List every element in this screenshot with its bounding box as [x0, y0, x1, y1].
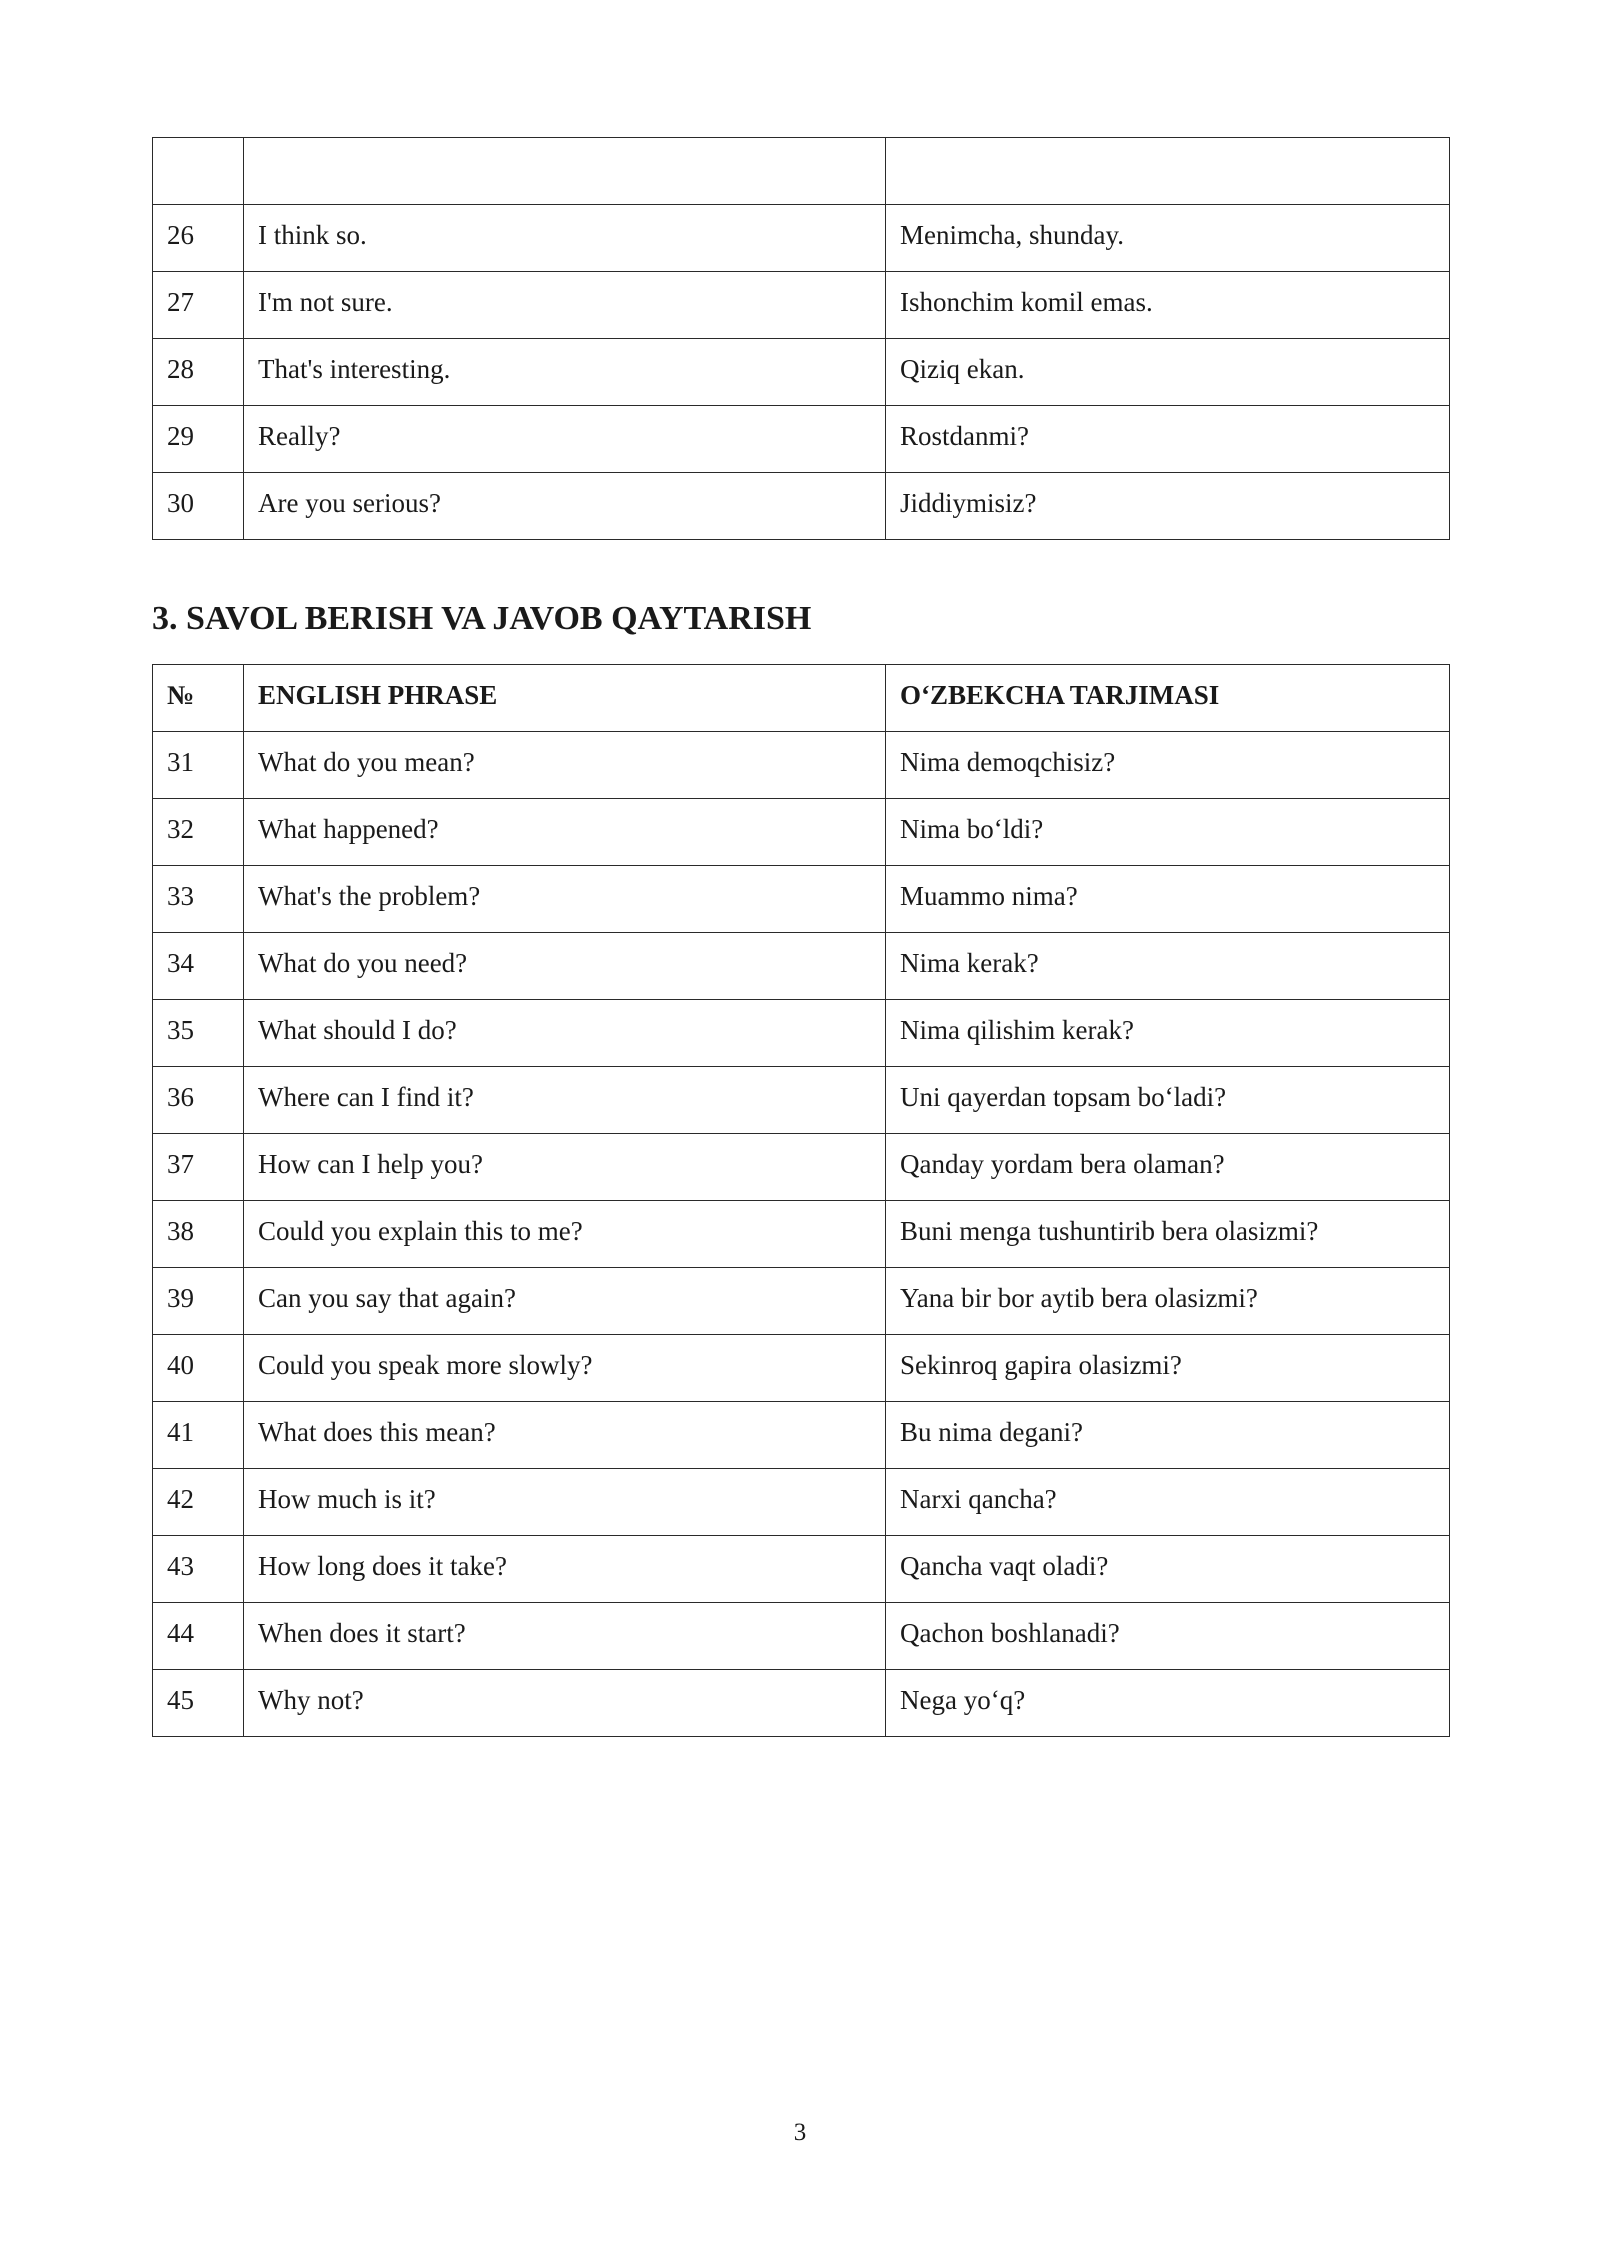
english-phrase-cell: How much is it? [244, 1469, 886, 1536]
number-cell: 39 [153, 1268, 244, 1335]
table-body [153, 665, 1450, 1737]
number-cell: 31 [153, 732, 244, 799]
number-cell: 42 [153, 1469, 244, 1536]
english-phrase-cell: Are you serious? [244, 473, 886, 540]
table-row [153, 1536, 1450, 1603]
number-cell: 45 [153, 1670, 244, 1737]
table-row [153, 1201, 1450, 1268]
english-phrase-cell: What happened? [244, 799, 886, 866]
english-phrase-cell: Why not? [244, 1670, 886, 1737]
number-cell: 44 [153, 1603, 244, 1670]
phrase-table-continued [152, 137, 1450, 540]
english-phrase-cell: What do you need? [244, 933, 886, 1000]
table-row [153, 1067, 1450, 1134]
uzbek-translation-cell: Nima demoqchisiz? [886, 732, 1450, 799]
table-row [153, 1335, 1450, 1402]
header-uzbek-cell: O‘ZBEKCHA TARJIMASI [886, 665, 1450, 732]
table-row [153, 1603, 1450, 1670]
english-phrase-cell: I think so. [244, 205, 886, 272]
header-number-cell: № [153, 665, 244, 732]
number-cell: 32 [153, 799, 244, 866]
phrase-table-section3 [152, 664, 1450, 1737]
number-cell: 40 [153, 1335, 244, 1402]
uzbek-translation-cell: Menimcha, shunday. [886, 205, 1450, 272]
uzbek-translation-cell: Qancha vaqt oladi? [886, 1536, 1450, 1603]
number-cell: 38 [153, 1201, 244, 1268]
uzbek-translation-cell: Qanday yordam bera olaman? [886, 1134, 1450, 1201]
table-row [153, 1134, 1450, 1201]
english-phrase-cell: Could you speak more slowly? [244, 1335, 886, 1402]
table-row [153, 1670, 1450, 1737]
english-phrase-cell: I'm not sure. [244, 272, 886, 339]
uzbek-translation-cell: Nima bo‘ldi? [886, 799, 1450, 866]
english-phrase-cell: What's the problem? [244, 866, 886, 933]
uzbek-translation-cell: Nima qilishim kerak? [886, 1000, 1450, 1067]
uzbek-translation-cell: Rostdanmi? [886, 406, 1450, 473]
table-row [153, 799, 1450, 866]
english-phrase-cell: Really? [244, 406, 886, 473]
number-cell: 37 [153, 1134, 244, 1201]
uzbek-translation-cell: Qiziq ekan. [886, 339, 1450, 406]
table-row [153, 933, 1450, 1000]
number-cell: 28 [153, 339, 244, 406]
uzbek-translation-cell: Bu nima degani? [886, 1402, 1450, 1469]
english-phrase-cell: How long does it take? [244, 1536, 886, 1603]
section-heading: 3. SAVOL BERISH VA JAVOB QAYTARISH [152, 600, 812, 637]
number-cell: 36 [153, 1067, 244, 1134]
english-phrase-cell: What do you mean? [244, 732, 886, 799]
table-row [153, 272, 1450, 339]
number-cell: 33 [153, 866, 244, 933]
english-phrase-cell: Can you say that again? [244, 1268, 886, 1335]
table-row [153, 406, 1450, 473]
table-row [153, 138, 1450, 205]
header-english-cell: ENGLISH PHRASE [244, 665, 886, 732]
uzbek-translation-cell: Buni menga tushuntirib bera olasizmi? [886, 1201, 1450, 1268]
table-row [153, 1469, 1450, 1536]
number-cell: 27 [153, 272, 244, 339]
uzbek-translation-cell: Nega yo‘q? [886, 1670, 1450, 1737]
table-row [153, 473, 1450, 540]
page-number: 3 [793, 2119, 807, 2146]
number-cell: 41 [153, 1402, 244, 1469]
number-cell: 34 [153, 933, 244, 1000]
table-row [153, 1268, 1450, 1335]
uzbek-translation-cell: Yana bir bor aytib bera olasizmi? [886, 1268, 1450, 1335]
table-row [153, 1402, 1450, 1469]
uzbek-translation-cell: Jiddiymisiz? [886, 473, 1450, 540]
english-phrase-cell: That's interesting. [244, 339, 886, 406]
uzbek-translation-cell: Muammo nima? [886, 866, 1450, 933]
uzbek-translation-cell: Narxi qancha? [886, 1469, 1450, 1536]
english-phrase-cell: What does this mean? [244, 1402, 886, 1469]
english-phrase-cell [244, 138, 886, 205]
uzbek-translation-cell: Ishonchim komil emas. [886, 272, 1450, 339]
uzbek-translation-cell [886, 138, 1450, 205]
number-cell: 35 [153, 1000, 244, 1067]
english-phrase-cell: When does it start? [244, 1603, 886, 1670]
number-cell: 30 [153, 473, 244, 540]
english-phrase-cell: Where can I find it? [244, 1067, 886, 1134]
uzbek-translation-cell: Qachon boshlanadi? [886, 1603, 1450, 1670]
uzbek-translation-cell: Nima kerak? [886, 933, 1450, 1000]
number-cell [153, 138, 244, 205]
english-phrase-cell: What should I do? [244, 1000, 886, 1067]
english-phrase-cell: Could you explain this to me? [244, 1201, 886, 1268]
uzbek-translation-cell: Sekinroq gapira olasizmi? [886, 1335, 1450, 1402]
number-cell: 26 [153, 205, 244, 272]
table-row [153, 205, 1450, 272]
table-body [153, 138, 1450, 540]
number-cell: 29 [153, 406, 244, 473]
table-header-row [153, 665, 1450, 732]
uzbek-translation-cell: Uni qayerdan topsam bo‘ladi? [886, 1067, 1450, 1134]
number-cell: 43 [153, 1536, 244, 1603]
english-phrase-cell: How can I help you? [244, 1134, 886, 1201]
table-row [153, 866, 1450, 933]
table-row [153, 1000, 1450, 1067]
table-row [153, 732, 1450, 799]
table-row [153, 339, 1450, 406]
